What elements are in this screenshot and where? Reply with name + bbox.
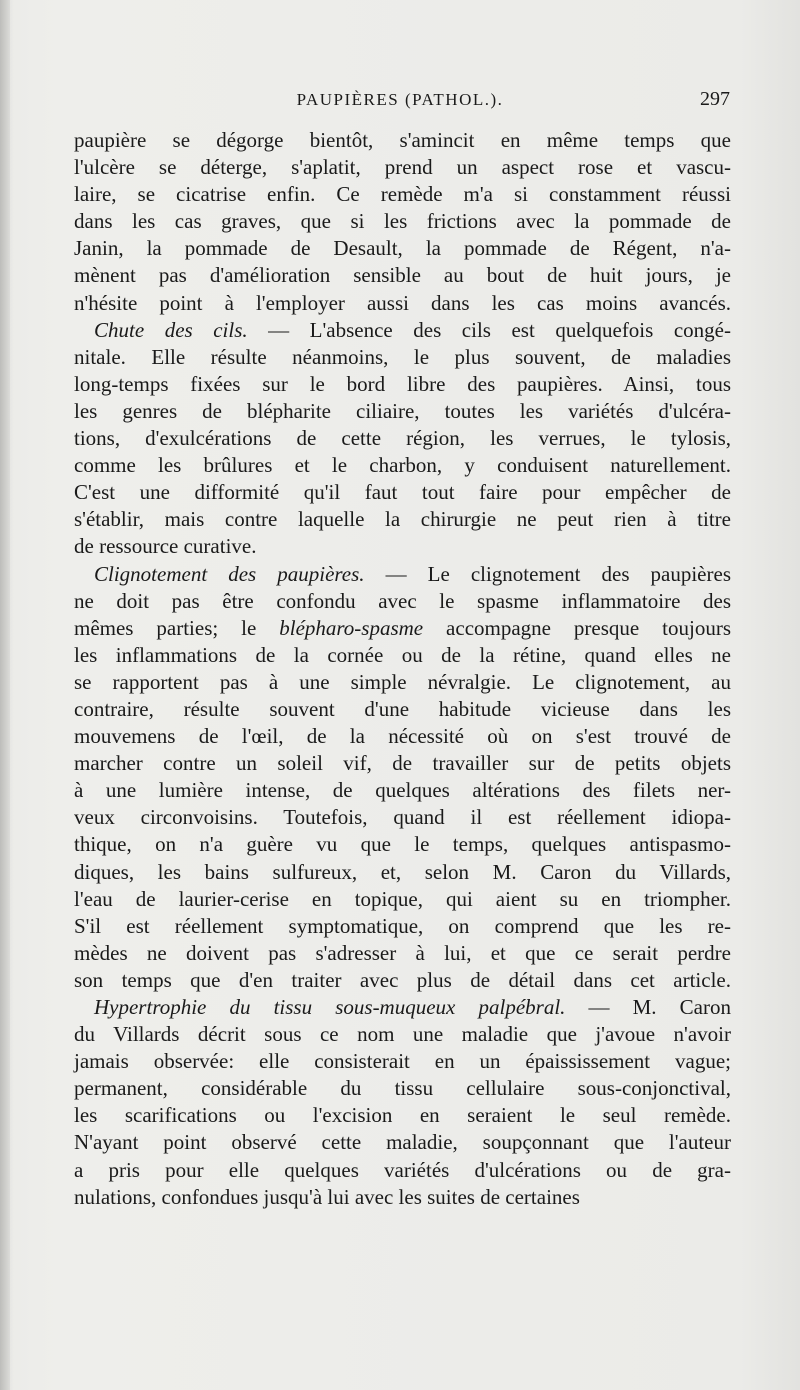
text-line: Chute des cils. — L'absence des cils est quelquefois congé- bbox=[94, 317, 731, 342]
text-line: jamais observée: elle consisterait en un épaississement vague; bbox=[74, 1049, 731, 1074]
text-line: thique, on n'a guère vu que le temps, quelques antispasmo- bbox=[74, 832, 731, 857]
text-line: Hypertrophie du tissu sous-muqueux palpébral. — M. Caron bbox=[94, 995, 731, 1019]
text-line: C'est une difformité qu'il faut tout faire pour empêcher de bbox=[74, 480, 731, 505]
text-line: mènent pas d'amélioration sensible au bout de huit jours, je bbox=[74, 263, 731, 288]
text-line: tions, d'exulcérations de cette région, les verrues, le tylosis, bbox=[74, 426, 731, 451]
running-head: PAUPIÈRES (PATHOL.). bbox=[296, 90, 504, 109]
body-text bbox=[74, 127, 731, 1211]
text-line: veux circonvoisins. Toutefois, quand il est réellement idiopa- bbox=[74, 805, 731, 830]
text-line: Clignotement des paupières. — Le clignotement des paupières bbox=[94, 561, 731, 586]
text-line: s'établir, mais contre laquelle la chirurgie ne peut rien à titre bbox=[74, 507, 731, 532]
section-heading: Clignotement des paupières. bbox=[94, 561, 365, 586]
italic-term: blépharo-spasme bbox=[279, 615, 424, 640]
text-line: S'il est réellement symptomatique, on comprend que les re- bbox=[74, 913, 731, 938]
page-number: 297 bbox=[700, 88, 730, 110]
text-line: paupière se dégorge bientôt, s'amincit en même temps que bbox=[74, 128, 731, 152]
text-line: ne doit pas être confondu avec le spasme inflammatoire des bbox=[74, 588, 731, 613]
section-heading: Chute des cils. bbox=[94, 317, 248, 342]
text-line: contraire, résulte souvent d'une habitude vicieuse dans les bbox=[74, 696, 731, 721]
text-line: à une lumière intense, de quelques altérations des filets ner- bbox=[74, 778, 731, 803]
text-line: les inflammations de la cornée ou de la rétine, quand elles ne bbox=[74, 642, 731, 667]
text-line: Janin, la pommade de Desault, la pommade de Régent, n'a- bbox=[74, 236, 731, 261]
text-line: mèdes ne doivent pas s'adresser à lui, et que ce serait perdre bbox=[74, 940, 731, 965]
text-line: comme les brûlures et le charbon, y conduisent naturellement. bbox=[74, 453, 731, 478]
section-heading: Hypertrophie du tissu sous-muqueux palpébral. bbox=[94, 995, 566, 1019]
page-gutter-shadow bbox=[0, 0, 10, 1390]
page-header bbox=[70, 88, 730, 114]
text-line: mouvemens de l'œil, de la nécessité où on s'est trouvé de bbox=[74, 724, 731, 749]
text-line: l'eau de laurier-cerise en topique, qui aient su en triompher. bbox=[74, 886, 731, 911]
text-line: de ressource curative. bbox=[74, 534, 257, 559]
text-line: diques, les bains sulfureux, et, selon M. Caron du Villards, bbox=[74, 859, 731, 884]
text-line: son temps que d'en traiter avec plus de détail dans cet article. bbox=[74, 967, 731, 992]
text-line: long-temps fixées sur le bord libre des paupières. Ainsi, tous bbox=[74, 371, 731, 396]
text-line: N'ayant point observé cette maladie, soupçonnant que l'auteur bbox=[74, 1130, 731, 1155]
text-line: nulations, confondues jusqu'à lui avec les suites de certaines bbox=[74, 1184, 580, 1209]
text-line: permanent, considérable du tissu cellulaire sous-conjonctival, bbox=[74, 1076, 731, 1101]
text-line: les scarifications ou l'excision en seraient le seul remède. bbox=[74, 1103, 731, 1128]
text-line: mêmes parties; le blépharo-spasme accompagne presque toujours bbox=[74, 615, 731, 640]
text-line: du Villards décrit sous ce nom une maladie que j'avoue n'avoir bbox=[74, 1022, 731, 1047]
text-line: l'ulcère se déterge, s'aplatit, prend un aspect rose et vascu- bbox=[74, 155, 731, 180]
text-line: marcher contre un soleil vif, de travailler sur de petits objets bbox=[74, 751, 731, 776]
text-line: a pris pour elle quelques variétés d'ulcérations ou de gra- bbox=[74, 1157, 731, 1182]
text-line: n'hésite point à l'employer aussi dans les cas moins avancés. bbox=[74, 290, 731, 315]
text-line: laire, se cicatrise enfin. Ce remède m'a si constamment réussi bbox=[74, 182, 731, 207]
text-line: dans les cas graves, que si les frictions avec la pommade de bbox=[74, 209, 731, 234]
text-line: se rapportent pas à une simple névralgie. Le clignotement, au bbox=[74, 669, 731, 694]
text-line: nitale. Elle résulte néanmoins, le plus souvent, de maladies bbox=[74, 344, 731, 369]
text-line: les genres de blépharite ciliaire, toutes les variétés d'ulcéra- bbox=[74, 398, 731, 423]
